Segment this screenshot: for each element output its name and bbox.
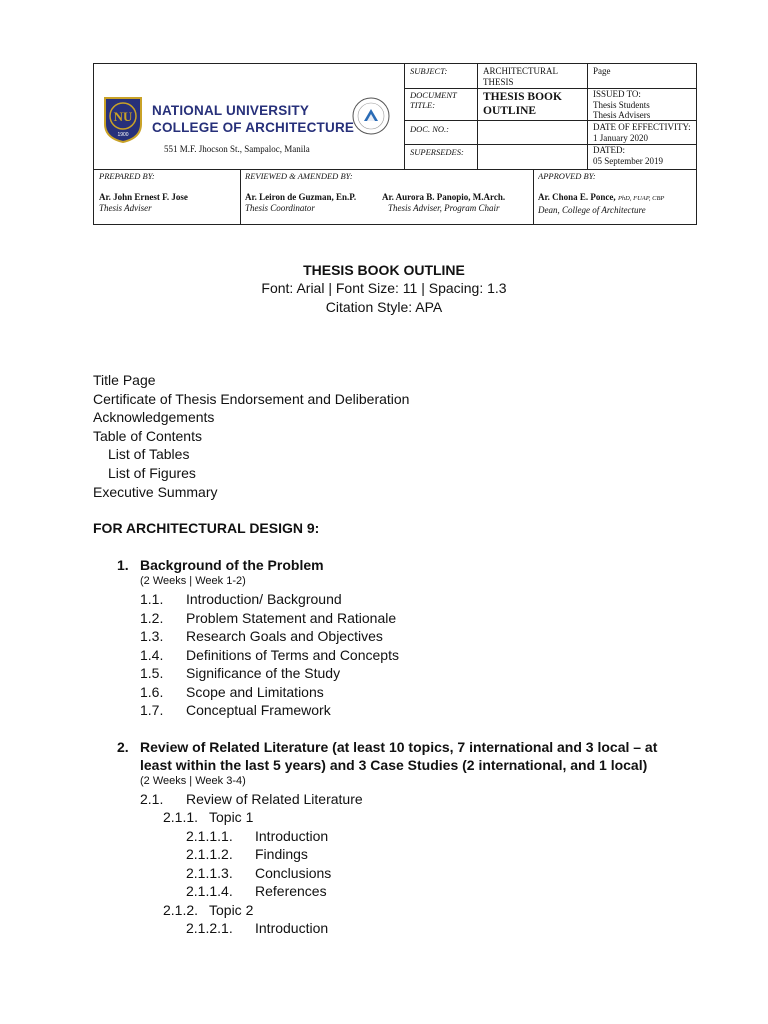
reviewed-by-label: REVIEWED & AMENDED BY: [245, 171, 353, 181]
outline-item: Problem Statement and Rationale [186, 610, 397, 626]
outline-number: 2.1. [140, 791, 164, 807]
prepared-by-label: PREPARED BY: [99, 171, 155, 181]
outline-number: 1.3. [140, 628, 164, 644]
outline-number: 1.7. [140, 702, 164, 718]
outline-number: 1.4. [140, 647, 164, 663]
citation-style-line: Citation Style: APA [325, 299, 443, 315]
outline-item: Scope and Limitations [186, 684, 324, 700]
issued-to-block: ISSUED TO: Thesis Students Thesis Advisers [593, 89, 651, 120]
outline-number: 2.1.2.1. [186, 920, 233, 936]
front-matter-item: Executive Summary [93, 484, 218, 500]
svg-text:1900: 1900 [117, 132, 129, 138]
section-heading: FOR ARCHITECTURAL DESIGN 9: [93, 520, 320, 536]
outline-item: Findings [255, 846, 308, 862]
chapter-title-line-2: least within the last 5 years) and 3 Case Studies (2 international, and 1 local) [140, 757, 648, 773]
outline-item: Introduction/ Background [186, 591, 342, 607]
subject-value: ARCHITECTURAL THESIS [483, 66, 558, 87]
chapter-number: 2. [117, 739, 129, 755]
doc-no-label: DOC. NO.: [410, 124, 449, 134]
svg-text:NU: NU [113, 109, 133, 124]
chapter-weeks: (2 Weeks | Week 1-2) [140, 575, 246, 587]
document-header-table [93, 63, 697, 225]
chapter-title-line-1: Review of Related Literature (at least 10 topics, 7 international and 3 local – at [140, 739, 658, 755]
outline-number: 1.2. [140, 610, 164, 626]
outline-item: Research Goals and Objectives [186, 628, 383, 644]
effectivity-block: DATE OF EFFECTIVITY: 1 January 2020 [593, 122, 691, 143]
outline-number: 2.1.2. [163, 902, 199, 918]
outline-number: 2.1.1.1. [186, 828, 233, 844]
outline-item: Conclusions [255, 865, 332, 881]
outline-item: Review of Related Literature [186, 791, 363, 807]
reviewer-1-block: Ar. Leiron de Guzman, En.P. Thesis Coordinator [245, 192, 357, 213]
outline-number: 1.1. [140, 591, 164, 607]
outline-number: 2.1.1. [163, 809, 199, 825]
outline-number: 2.1.1.3. [186, 865, 233, 881]
dated-block: DATED: 05 September 2019 [593, 145, 663, 166]
document-title-value: THESIS BOOK OUTLINE [483, 91, 562, 117]
prepared-by-block: Ar. John Ernest F. Jose Thesis Adviser [99, 192, 188, 213]
front-matter-item: List of Tables [108, 446, 190, 462]
front-matter-item: Title Page [93, 372, 156, 388]
chapter-title: Background of the Problem [140, 557, 324, 573]
approved-by-label: APPROVED BY: [538, 171, 596, 181]
chapter-weeks: (2 Weeks | Week 3-4) [140, 775, 246, 787]
outline-item: Definitions of Terms and Concepts [186, 647, 399, 663]
outline-number: 2.1.1.2. [186, 846, 233, 862]
outline-number: 1.5. [140, 665, 164, 681]
font-spec-line: Font: Arial | Font Size: 11 | Spacing: 1.3 [261, 280, 507, 296]
chapter-number: 1. [117, 557, 129, 573]
supersedes-label: SUPERSEDES: [410, 147, 464, 157]
front-matter-item: Acknowledgements [93, 409, 215, 425]
university-seal-logo [102, 94, 144, 144]
reviewer-2-block: Ar. Aurora B. Panopio, M.Arch. Thesis Adviser, Program Chair [382, 192, 506, 213]
iso-certification-badge-icon [351, 96, 391, 136]
front-matter-item: Certificate of Thesis Endorsement and Deliberation [93, 391, 410, 407]
subject-label: SUBJECT: [410, 66, 448, 76]
page-label: Page [593, 66, 611, 76]
outline-item: Introduction [255, 920, 329, 936]
front-matter-item: Table of Contents [93, 428, 202, 444]
document-title: THESIS BOOK OUTLINE [303, 262, 465, 278]
front-matter-item: List of Figures [108, 465, 196, 481]
approved-by-block: Ar. Chona E. Ponce, PhD, FUAP, CBP Dean, College of Architecture [538, 192, 665, 215]
outline-item: References [255, 883, 327, 899]
outline-item: Significance of the Study [186, 665, 341, 681]
outline-number: 2.1.1.4. [186, 883, 233, 899]
outline-number: 1.6. [140, 684, 164, 700]
university-address: 551 M.F. Jhocson St., Sampaloc, Manila [164, 144, 310, 154]
outline-item: Topic 1 [209, 809, 254, 825]
outline-item: Introduction [255, 828, 329, 844]
outline-item: Conceptual Framework [186, 702, 331, 718]
university-name: NATIONAL UNIVERSITY COLLEGE OF ARCHITECTURE [152, 103, 355, 135]
document-title-label: DOCUMENT TITLE: [410, 90, 457, 110]
outline-item: Topic 2 [209, 902, 254, 918]
